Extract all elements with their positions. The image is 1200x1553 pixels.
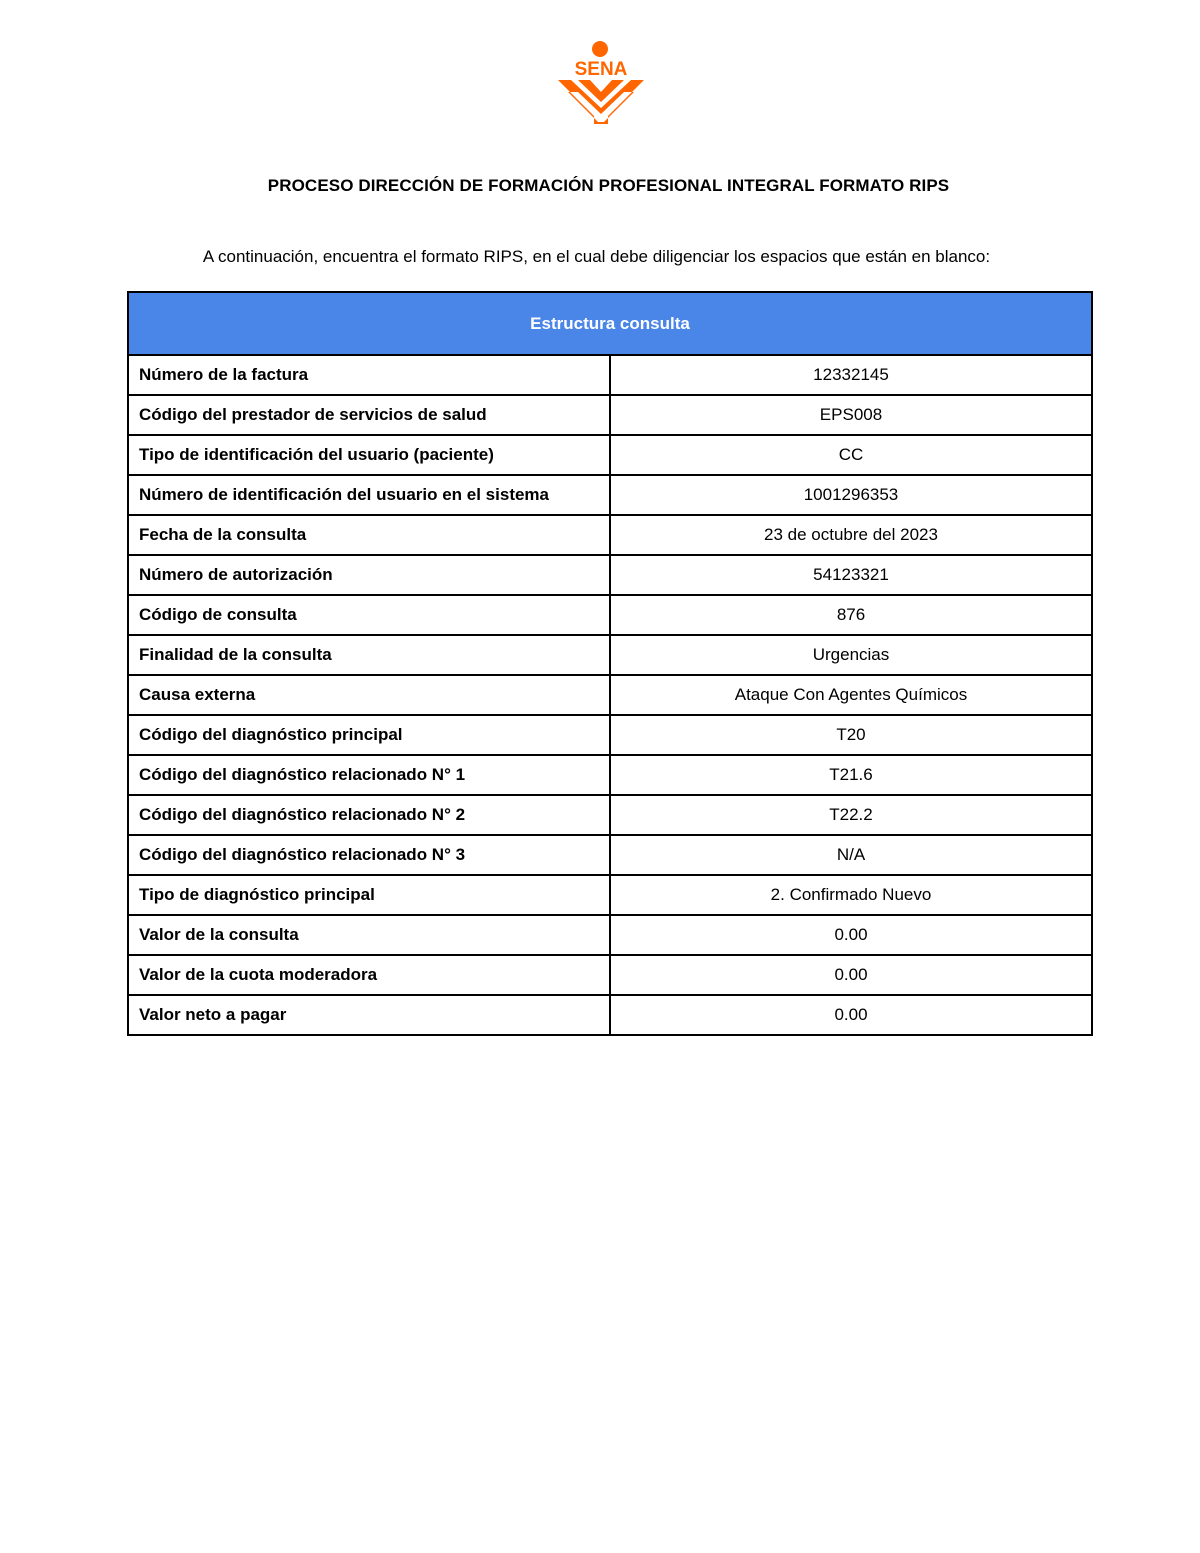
field-value: EPS008 [610, 395, 1092, 435]
field-label: Valor neto a pagar [128, 995, 610, 1035]
table-heading: Estructura consulta [128, 292, 1092, 355]
field-value: 2. Confirmado Nuevo [610, 875, 1092, 915]
field-label: Número de autorización [128, 555, 610, 595]
field-value: T22.2 [610, 795, 1092, 835]
field-value: CC [610, 435, 1092, 475]
field-label: Tipo de identificación del usuario (paciente) [128, 435, 610, 475]
table-row [128, 915, 1092, 955]
table-row [128, 715, 1092, 755]
sena-logo-icon [556, 40, 646, 126]
table-header-row [128, 292, 1092, 355]
table-row [128, 515, 1092, 555]
field-value: Urgencias [610, 635, 1092, 675]
table-body [128, 355, 1092, 1035]
field-label: Código del diagnóstico principal [128, 715, 610, 755]
table-row [128, 635, 1092, 675]
table-row [128, 755, 1092, 795]
field-value: 12332145 [610, 355, 1092, 395]
field-label: Valor de la consulta [128, 915, 610, 955]
field-label: Número de identificación del usuario en el sistema [128, 475, 610, 515]
field-value: 876 [610, 595, 1092, 635]
rips-table [127, 291, 1093, 1036]
field-label: Número de la factura [128, 355, 610, 395]
table-row [128, 435, 1092, 475]
field-label: Código de consulta [128, 595, 610, 635]
field-value: T20 [610, 715, 1092, 755]
table-row [128, 795, 1092, 835]
logo-head [592, 41, 608, 57]
table-row [128, 475, 1092, 515]
field-label: Código del diagnóstico relacionado N° 3 [128, 835, 610, 875]
document-title: PROCESO DIRECCIÓN DE FORMACIÓN PROFESIONAL INTEGRAL FORMATO RIPS [267, 176, 950, 195]
logo-text: SENA [574, 59, 628, 80]
field-value: T21.6 [610, 755, 1092, 795]
field-label: Código del diagnóstico relacionado N° 1 [128, 755, 610, 795]
field-label: Fecha de la consulta [128, 515, 610, 555]
field-value: 0.00 [610, 955, 1092, 995]
field-label: Código del diagnóstico relacionado N° 2 [128, 795, 610, 835]
field-label: Tipo de diagnóstico principal [128, 875, 610, 915]
field-value: 0.00 [610, 915, 1092, 955]
field-label: Valor de la cuota moderadora [128, 955, 610, 995]
table-row [128, 355, 1092, 395]
field-label: Finalidad de la consulta [128, 635, 610, 675]
field-value: 1001296353 [610, 475, 1092, 515]
table-row [128, 835, 1092, 875]
table-row [128, 595, 1092, 635]
field-label: Causa externa [128, 675, 610, 715]
field-value: 54123321 [610, 555, 1092, 595]
table-row [128, 555, 1092, 595]
table-row [128, 395, 1092, 435]
field-value: N/A [610, 835, 1092, 875]
field-value: 0.00 [610, 995, 1092, 1035]
field-label: Código del prestador de servicios de salud [128, 395, 610, 435]
field-value: Ataque Con Agentes Químicos [610, 675, 1092, 715]
table-row [128, 875, 1092, 915]
field-value: 23 de octubre del 2023 [610, 515, 1092, 555]
intro-text: A continuación, encuentra el formato RIPS, en el cual debe diligenciar los espacios que están en blanco: [202, 247, 991, 266]
table-row [128, 995, 1092, 1035]
table-row [128, 955, 1092, 995]
table-row [128, 675, 1092, 715]
